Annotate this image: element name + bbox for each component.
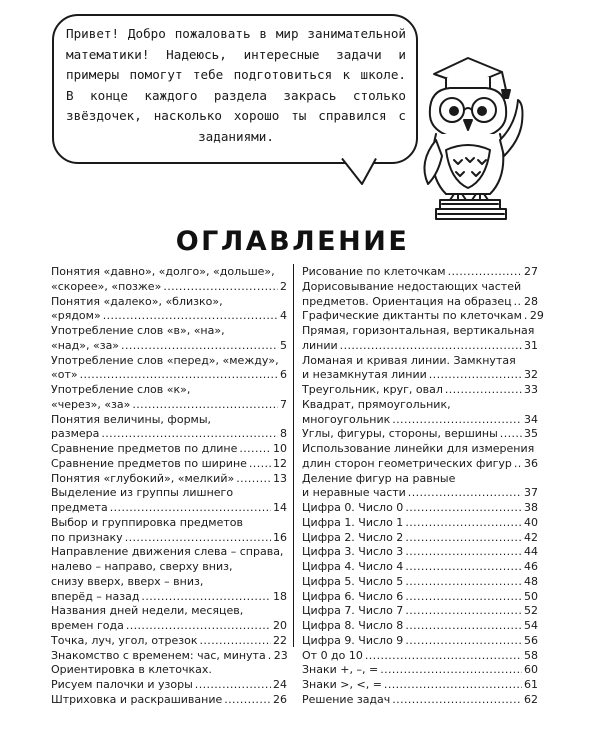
toc-entry[interactable] — [302, 531, 538, 546]
toc-entry[interactable] — [51, 634, 287, 649]
toc-page-number: 26 — [273, 692, 287, 706]
dot-leader — [392, 413, 522, 428]
toc-entry-title: Прямая, горизонтальная, вертикальная — [302, 324, 535, 337]
toc-entry-title: Цифра 2. Число 2 — [302, 530, 404, 544]
toc-page-number: 12 — [273, 456, 287, 470]
toc-entry[interactable] — [302, 649, 538, 664]
toc-right-column — [302, 265, 544, 708]
dot-leader — [101, 427, 278, 442]
toc-entry[interactable] — [302, 590, 538, 605]
toc-entry-title: Дорисовывание недостающих частей — [302, 279, 522, 293]
toc-entry-title: размера — [51, 427, 100, 441]
dot-leader — [126, 619, 271, 634]
toc-entry[interactable] — [51, 516, 287, 546]
toc-entry[interactable] — [51, 649, 287, 664]
toc-page-number: 24 — [273, 678, 287, 691]
dot-leader — [448, 265, 522, 280]
dot-leader — [445, 383, 522, 398]
toc-page-number: 33 — [524, 383, 538, 396]
toc-entry[interactable] — [302, 472, 538, 502]
toc-entry[interactable] — [51, 678, 287, 693]
toc-entry-title: Понятия «глубокий», «мелкий» — [51, 471, 235, 485]
toc-entry[interactable] — [302, 575, 538, 590]
toc-entry-title: налево – направо, сверху вниз, — [51, 560, 233, 573]
toc-entry-title: Штриховка и раскрашивание — [51, 692, 223, 706]
dot-leader — [429, 368, 522, 383]
toc-page-number: 7 — [280, 397, 287, 411]
toc-entry[interactable] — [302, 354, 538, 384]
toc-entry-title: Понятия «далеко», «близко», — [51, 294, 223, 308]
toc-entry[interactable] — [51, 663, 287, 678]
toc-title: ОГЛАВЛЕНИЕ — [175, 226, 410, 257]
dot-leader — [500, 427, 522, 442]
toc-entry-title: линии — [302, 338, 338, 352]
toc-entry-title: Цифра 1. Число 1 — [302, 515, 404, 529]
toc-page-number: 32 — [524, 368, 538, 382]
toc-entry-title: От 0 до 10 — [302, 648, 363, 662]
toc-entry-title: Цифра 0. Число 0 — [302, 501, 404, 514]
toc-entry-title: «скорее», «позже» — [51, 279, 162, 293]
dot-leader — [80, 368, 278, 383]
dot-leader — [514, 457, 522, 472]
toc-page-number: 44 — [524, 545, 538, 559]
dot-leader — [405, 560, 522, 575]
dot-leader — [103, 309, 278, 324]
toc-entry-title: Употребление слов «в», «на», — [51, 324, 225, 337]
toc-entry-title: Рисование по клеточкам — [302, 265, 446, 278]
toc-entry-title: Деление фигур на равные — [302, 471, 456, 485]
toc-entry[interactable] — [51, 472, 287, 487]
toc-entry[interactable] — [302, 663, 538, 678]
dot-leader — [405, 516, 522, 531]
toc-entry-title: времен года — [51, 619, 124, 632]
toc-entry-title: Употребление слов «к», — [51, 383, 191, 396]
toc-page-number: 61 — [524, 678, 538, 691]
toc-page-number: 28 — [524, 294, 538, 308]
dot-leader — [125, 531, 271, 546]
toc-entry-title: предметов. Ориентация на образец — [302, 294, 512, 308]
toc-entry[interactable] — [302, 501, 538, 516]
dot-leader — [405, 545, 522, 560]
toc-page-number: 40 — [524, 515, 538, 529]
toc-entry-title: Точка, луч, угол, отрезок — [51, 633, 198, 647]
toc-page-number: 56 — [524, 633, 538, 647]
toc-page-number: 37 — [524, 486, 538, 500]
toc-page-number: 31 — [524, 338, 538, 352]
toc-page-number: 5 — [280, 338, 287, 352]
dot-leader — [405, 619, 522, 634]
toc-entry-title: Понятия «давно», «долго», «дольше», — [51, 265, 275, 278]
toc-entry[interactable] — [302, 427, 538, 442]
toc-entry[interactable] — [302, 265, 538, 280]
toc-entry-title: Рисуем палочки и узоры — [51, 678, 193, 691]
dot-leader — [524, 309, 528, 324]
toc-page-number: 13 — [273, 471, 287, 485]
toc-entry[interactable] — [302, 634, 538, 649]
toc-entry-title: Знаки >, <, = — [302, 678, 382, 691]
toc-entry[interactable] — [302, 693, 538, 708]
toc-entry-title: Цифра 9. Число 9 — [302, 633, 404, 647]
toc-entry[interactable] — [51, 457, 287, 472]
toc-entry-title: Цифра 5. Число 5 — [302, 574, 404, 588]
toc-entry[interactable] — [302, 516, 538, 531]
toc-page-number: 42 — [524, 530, 538, 544]
owl-illustration — [416, 44, 526, 224]
toc-page-number: 22 — [273, 633, 287, 647]
toc-entry-title: «над», «за» — [51, 338, 120, 352]
dot-leader — [405, 604, 522, 619]
toc-entry-title: «через», «за» — [51, 397, 131, 411]
toc-entry-title: Сравнение предметов по длине — [51, 442, 238, 455]
dot-leader — [110, 501, 271, 516]
dot-leader — [239, 442, 271, 457]
toc-entry-title: Графические диктанты по клеточкам — [302, 309, 522, 323]
toc-entry[interactable] — [51, 442, 287, 457]
dot-leader — [121, 339, 278, 354]
dot-leader — [408, 486, 522, 501]
toc-entry[interactable] — [51, 413, 287, 443]
toc-entry-title: Названия дней недели, месяцев, — [51, 604, 244, 618]
toc-page-number: 35 — [524, 427, 538, 441]
toc-page-number: 6 — [280, 368, 287, 382]
toc-entry[interactable] — [51, 693, 287, 708]
toc-entry[interactable] — [51, 545, 287, 604]
toc-entry[interactable] — [51, 265, 287, 295]
toc-entry-title: Знаки +, –, = — [302, 663, 379, 677]
toc-page-number: 16 — [273, 530, 287, 544]
dot-leader — [141, 590, 271, 605]
toc-page-number: 20 — [273, 619, 287, 632]
dot-leader — [132, 398, 278, 413]
toc-entry-title: Сравнение предметов по ширине — [51, 456, 247, 470]
dot-leader — [405, 531, 522, 546]
toc-page-number: 14 — [273, 501, 287, 514]
toc-entry[interactable] — [302, 383, 538, 398]
toc-entry[interactable] — [302, 309, 544, 324]
toc-page-number: 38 — [524, 501, 538, 514]
dot-leader — [405, 590, 522, 605]
toc-page-number: 60 — [524, 663, 538, 677]
toc-entry[interactable] — [302, 545, 538, 560]
toc-page-number: 18 — [273, 589, 287, 603]
toc-entry-title: Цифра 6. Число 6 — [302, 589, 404, 603]
intro-text: Привет! Добро пожаловать в мир занимательной математики! Надеюсь, интересные задачи и примеры помогут тебе подготовиться к школе. В конце каждого раздела закрась столько звёздочек, насколько хорошо ты справился с заданиями. — [66, 26, 406, 144]
toc-page-number: 2 — [280, 279, 287, 293]
toc-page-number: 50 — [524, 589, 538, 603]
toc-entry-title: Углы, фигуры, стороны, вершины — [302, 427, 498, 441]
toc-entry-title: длин сторон геометрических фигур — [302, 456, 512, 470]
toc-entry[interactable] — [302, 324, 538, 354]
toc-entry-title: Треугольник, круг, овал — [302, 383, 443, 396]
toc-entry-title: и неравные части — [302, 486, 406, 500]
toc-left-column — [51, 265, 287, 708]
toc-entry[interactable] — [302, 560, 538, 575]
toc-page-number: 36 — [524, 456, 538, 470]
dot-leader — [249, 457, 271, 472]
dot-leader — [236, 472, 271, 487]
dot-leader — [405, 634, 522, 649]
toc-page-number: 8 — [280, 427, 287, 441]
toc-page-number: 27 — [524, 265, 538, 278]
toc-entry-title: Ломаная и кривая линии. Замкнутая — [302, 353, 516, 367]
toc-entry[interactable] — [51, 383, 287, 413]
toc-entry[interactable] — [51, 295, 287, 325]
toc-page-number: 62 — [524, 692, 538, 706]
toc-entry-title: Цифра 4. Число 4 — [302, 560, 404, 573]
toc-entry[interactable] — [51, 324, 287, 354]
toc-entry-title: Знакомство с временем: час, минута — [51, 648, 266, 662]
toc-entry-title: Квадрат, прямоугольник, — [302, 397, 451, 411]
toc-page-number: 48 — [524, 574, 538, 588]
toc-entry-title: Направление движения слева – справа, — [51, 545, 284, 559]
toc-page-number: 34 — [524, 412, 538, 426]
toc-entry-title: Ориентировка в клеточках. — [51, 663, 212, 677]
toc-entry[interactable] — [51, 486, 287, 516]
toc-entry-title: Цифра 8. Число 8 — [302, 619, 404, 632]
dot-leader — [340, 339, 522, 354]
toc-page-number: 29 — [529, 309, 544, 323]
toc-entry-title: Выделение из группы лишнего — [51, 486, 234, 500]
dot-leader — [365, 649, 522, 664]
column-divider — [293, 264, 294, 647]
dot-leader — [405, 501, 522, 516]
dot-leader — [380, 663, 522, 678]
toc-entry-title: Понятия величины, формы, — [51, 412, 212, 426]
toc-entry-title: Выбор и группировка предметов — [51, 515, 243, 529]
dot-leader — [268, 649, 272, 664]
toc-entry-title: вперёд – назад — [51, 589, 140, 603]
toc-entry[interactable] — [51, 604, 287, 634]
toc-entry-title: Употребление слов «перед», «между», — [51, 353, 279, 367]
dot-leader — [514, 295, 522, 310]
toc-page-number: 46 — [524, 560, 538, 573]
dot-leader — [195, 678, 271, 693]
toc-page-number: 52 — [524, 604, 538, 618]
toc-entry[interactable] — [302, 398, 538, 428]
toc-page-number: 10 — [273, 442, 287, 455]
toc-page-number: 54 — [524, 619, 538, 632]
dot-leader — [405, 575, 522, 590]
toc-entry[interactable] — [302, 619, 538, 634]
toc-entry[interactable] — [302, 604, 538, 619]
toc-entry-title: Цифра 7. Число 7 — [302, 604, 404, 618]
toc-page-number: 58 — [524, 648, 538, 662]
toc-entry-title: Цифра 3. Число 3 — [302, 545, 404, 559]
toc-entry-title: снизу вверх, вверх – вниз, — [51, 574, 204, 588]
toc-entry-title: «рядом» — [51, 309, 101, 323]
dot-leader — [163, 280, 278, 295]
toc-entry[interactable] — [302, 678, 538, 693]
toc-entry-title: Решение задач — [302, 692, 391, 706]
dot-leader — [200, 634, 271, 649]
toc-page-number: 23 — [273, 648, 288, 662]
toc-entry-title: многоугольник — [302, 412, 391, 426]
toc-entry[interactable] — [302, 280, 538, 310]
dot-leader — [224, 693, 271, 708]
toc-entry-title: по признаку — [51, 530, 123, 544]
dot-leader — [392, 693, 522, 708]
toc-entry-title: и незамкнутая линии — [302, 368, 427, 382]
toc-entry[interactable] — [51, 354, 287, 384]
toc-entry-title: «от» — [51, 368, 78, 382]
toc-entry-title: Использование линейки для измерения — [302, 442, 535, 455]
toc-page-number: 4 — [280, 309, 287, 323]
toc-entry[interactable] — [302, 442, 538, 472]
toc-entry-title: предмета — [51, 501, 108, 514]
dot-leader — [384, 678, 522, 693]
